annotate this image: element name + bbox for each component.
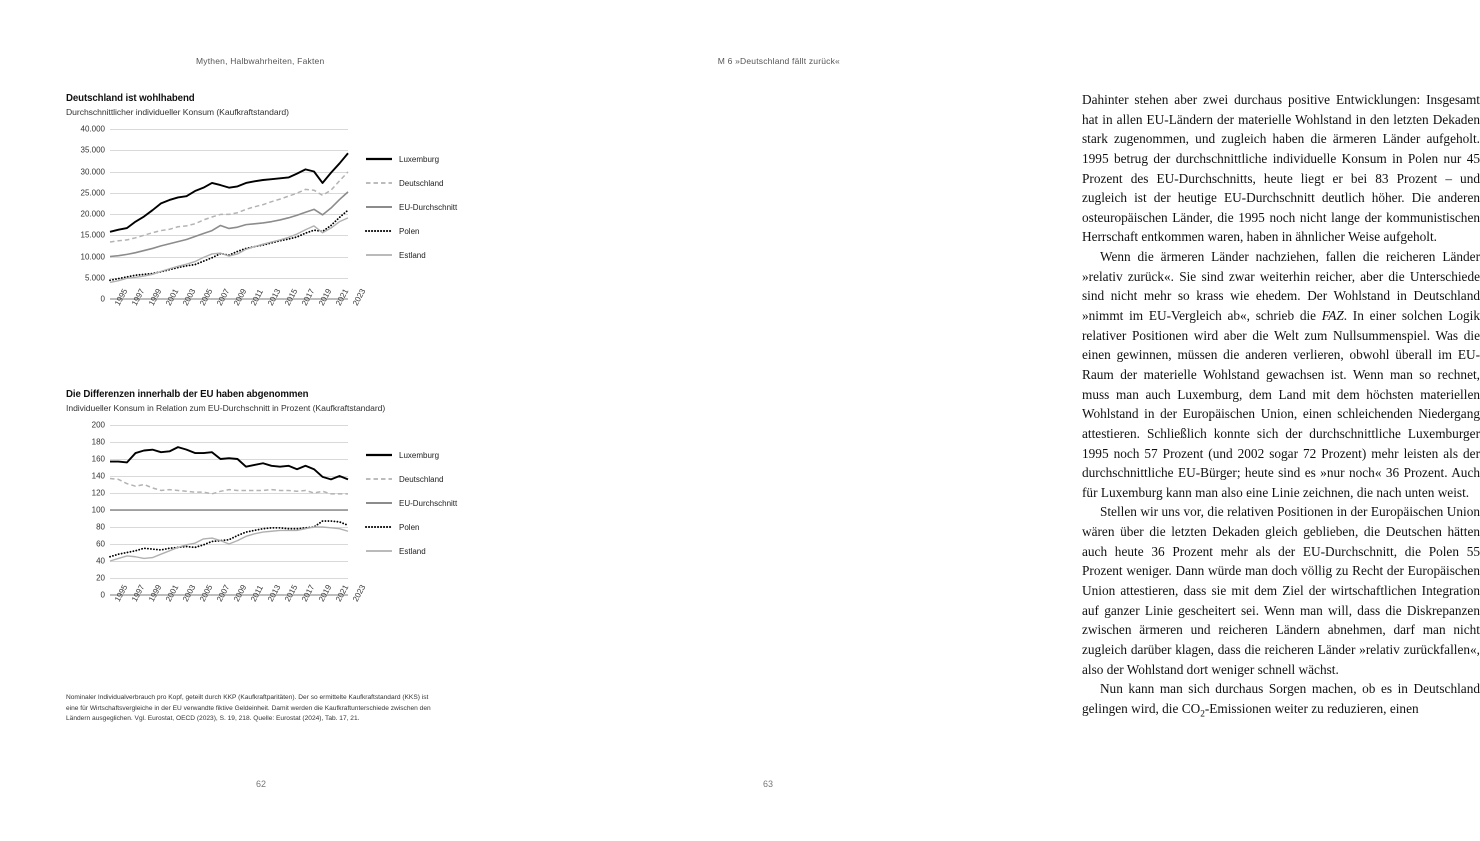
chart-2-legend xyxy=(366,443,486,563)
x-axis-tick-label: 2011 xyxy=(249,287,266,308)
x-axis-tick-label: 2003 xyxy=(181,583,198,604)
y-axis-tick-label: 35.000 xyxy=(80,145,105,155)
y-axis-tick-label: 60 xyxy=(96,539,105,549)
y-axis-tick-label: 30.000 xyxy=(80,167,105,176)
x-axis-tick-label: 2009 xyxy=(232,583,249,604)
x-axis-tick-label: 2013 xyxy=(266,583,283,604)
legend-item-deutschland[interactable] xyxy=(366,171,486,195)
page-number-right: 63 xyxy=(763,779,774,789)
series-line-deutschland xyxy=(110,479,348,494)
y-axis-tick-label: 40 xyxy=(96,556,105,566)
figure-1-subtitle: Durchschnittlicher individueller Konsum (Kaufkraftstandard) xyxy=(66,107,289,117)
chart-1 xyxy=(66,123,486,339)
legend-item-estland[interactable] xyxy=(366,243,486,267)
chart-1-plot-area xyxy=(80,124,368,308)
legend-label: EU-Durchschnitt xyxy=(399,498,458,508)
y-axis-tick-label: 120 xyxy=(91,488,105,498)
x-axis-tick-label: 2015 xyxy=(283,583,300,604)
x-axis-tick-label: 2001 xyxy=(164,583,181,604)
series-line-polen xyxy=(110,210,348,280)
x-axis-tick-label: 2009 xyxy=(232,287,249,308)
legend-label: Luxemburg xyxy=(399,450,440,460)
legend-item-eu-durchschnitt[interactable] xyxy=(366,195,486,219)
y-axis-tick-label: 25.000 xyxy=(80,188,105,198)
figure-konsum-relativ xyxy=(66,388,486,635)
y-axis-tick-label: 0 xyxy=(100,294,105,304)
chart-2-plot-area xyxy=(91,420,368,604)
x-axis-tick-label: 2007 xyxy=(215,287,232,308)
figure-2-subtitle: Individueller Konsum in Relation zum EU-Durchschnitt in Prozent (Kaufkraftstandard) xyxy=(66,403,386,413)
x-axis-tick-label: 1997 xyxy=(130,583,147,604)
y-axis-tick-label: 0 xyxy=(100,590,105,600)
x-axis-tick-label: 1999 xyxy=(147,287,164,308)
body-paragraph: Stellen wir uns vor, die relativen Positionen in der Europäischen Union wären über die letzten Dekaden gleich geblieben, die Deutschen hätten auch heute 36 Prozent mehr als der EU-Durchschnitt, die Polen 55 Prozent weniger. Dann würde man doch völlig zu Recht der Europäischen Union attestieren, dass sie mit dem Ziel der wirtschaftlichen Integration auf ganzer Linie gescheitert sei. Wenn man will, dass die Diskrepanzen zwischen ärmeren und reicheren Ländern abnehmen, darf man nicht zugleich darüber klagen, dass die reicheren Länder »relativ zurückfallen«, also der Wohlstand dort weniger schnell wächst. xyxy=(1082,504,1480,677)
x-axis-tick-label: 2023 xyxy=(351,583,368,604)
chart-series-layer xyxy=(110,425,348,595)
x-axis-tick-label: 2005 xyxy=(198,583,215,604)
x-axis-tick-label: 1995 xyxy=(113,583,130,604)
x-axis-tick-label: 2017 xyxy=(300,583,317,604)
y-axis-tick-label: 40.000 xyxy=(80,124,105,134)
y-axis-tick-label: 100 xyxy=(91,505,105,515)
y-axis-tick-label: 20.000 xyxy=(80,209,105,219)
y-axis-tick-label: 10.000 xyxy=(80,252,105,261)
x-axis-tick-label: 1999 xyxy=(147,583,164,604)
chart-series-layer xyxy=(110,129,348,299)
x-axis-tick-label: 2003 xyxy=(181,287,198,308)
series-line-luxemburg xyxy=(110,153,348,232)
x-axis-tick-label: 2021 xyxy=(334,287,351,308)
x-axis-tick-label: 2005 xyxy=(198,287,215,308)
y-axis-tick-label: 20 xyxy=(96,573,105,583)
series-line-luxemburg xyxy=(110,447,348,479)
legend-item-estland[interactable] xyxy=(366,539,486,563)
x-axis-tick-label: 2001 xyxy=(164,287,181,308)
page-number-left: 62 xyxy=(256,779,267,789)
y-axis-tick-label: 200 xyxy=(91,420,105,430)
series-line-polen xyxy=(110,521,348,557)
x-axis-tick-label: 2007 xyxy=(215,583,232,604)
body-paragraph: Dahinter stehen aber zwei durchaus positive Entwicklungen: Insgesamt hat in allen EU-Ländern der materielle Wohlstand in den letzten Dekaden stark zugenommen, und zugleich haben die ärmeren Länder aufgeholt. 1995 betrug der durchschnittliche individuelle Konsum in Polen nur 45 Prozent des EU-Durchschnitts, heute liegt er bei 83 Prozent – und zugleich ist der heutige EU-Durchschnitt deutlich höher. Die anderen osteuropäischen Länder, die 1995 noch nicht lange der kommunistischen Herrschaft entkommen waren, haben in ähnlicher Weise aufgeholt. xyxy=(1082,92,1480,245)
y-axis-tick-label: 140 xyxy=(91,471,105,481)
legend-label: Luxemburg xyxy=(399,154,440,164)
running-head-right: M 6 »Deutschland fällt zurück« xyxy=(717,56,840,66)
legend-label: Deutschland xyxy=(399,474,444,484)
x-axis-tick-label: 2023 xyxy=(351,287,368,308)
page-right xyxy=(510,0,1480,841)
figure-2-title: Die Differenzen innerhalb der EU haben abgenommen xyxy=(66,388,309,400)
x-axis-tick-label: 2019 xyxy=(317,583,334,604)
legend-label: Polen xyxy=(399,522,420,532)
x-axis-tick-label: 2017 xyxy=(300,287,317,308)
series-line-eu-durchschnitt xyxy=(110,192,348,257)
legend-label: Deutschland xyxy=(399,178,444,188)
x-axis-tick-label: 2011 xyxy=(249,583,266,604)
y-axis-tick-label: 80 xyxy=(96,522,105,532)
x-axis-tick-label: 2013 xyxy=(266,287,283,308)
x-axis-tick-label: 2015 xyxy=(283,287,300,308)
x-axis-tick-label: 1997 xyxy=(130,287,147,308)
legend-item-luxemburg[interactable] xyxy=(366,147,486,171)
legend-item-polen[interactable] xyxy=(366,219,486,243)
legend-label: Estland xyxy=(399,546,426,556)
series-line-estland xyxy=(110,527,348,561)
chart-2 xyxy=(66,419,486,635)
figure-1-title: Deutschland ist wohlhabend xyxy=(66,92,195,104)
body-paragraph: Nun kann man sich durchaus Sorgen machen, ob es in Deutschland gelingen wird, die $CO_2$-Emissionen weiter zu reduzieren, einen xyxy=(1082,681,1480,720)
legend-item-luxemburg[interactable] xyxy=(366,443,486,467)
x-axis-tick-label: 2021 xyxy=(334,583,351,604)
legend-item-deutschland[interactable] xyxy=(366,467,486,491)
y-axis-tick-label: 15.000 xyxy=(80,230,105,240)
legend-label: Polen xyxy=(399,226,420,236)
y-axis-tick-label: 180 xyxy=(91,437,105,447)
body-paragraph: Wenn die ärmeren Länder nachziehen, fallen die reicheren Länder »relativ zurück«. Sie sind zwar weiterhin reicher, aber die Unterschiede sind nicht mehr so krass wie ehedem. Der Wohlstand in Deutschland »nimmt im EU-Vergleich ab«, schrieb die FAZ. In einer solchen Logik relativer Positionen wird aber die Welt zum Nullsummenspiel. Was die einen gewinnen, müssen die anderen verlieren, obwohl überall im EU-Raum der materielle Wohlstand gewachsen ist. Wenn man so rechnet, muss man auch Luxemburg, dem Land mit dem höchsten materiellen Wohlstand in der Europäischen Union, einen schleichenden Niedergang attestieren. Schließlich konnte sich der durchschnittliche Luxemburger 1995 noch 57 Prozent (und 2002 sogar 72 Prozent) mehr leisten als der durchschnittliche EU-Bürger; heute sind es »nur noch« 36 Prozent. Auch für Luxemburg kann man also eine Linie zeichnen, die nach unten weist. xyxy=(1082,249,1480,500)
body-text-column xyxy=(1082,90,1480,722)
x-axis-tick-label: 2019 xyxy=(317,287,334,308)
y-axis-tick-label: 5.000 xyxy=(84,273,105,283)
figure-source-note: Nominaler Individualverbrauch pro Kopf, geteilt durch KKP (Kaufkraftparitäten). Der so ermittelte Kaufkraftstandard (KKS) ist eine für Wirtschaftsvergleiche in der EU verwandte fiktive Geldeinheit. Damit werden die Kaufkraftunterschiede zwischen den Ländern ausgeglichen. Vgl. Eurostat, OECD (2023), S. 19, 218. Quelle: Eurostat (2024), Tab. 17, 21. xyxy=(66,694,431,723)
figure-konsum-absolut xyxy=(66,92,486,339)
y-axis-tick-label: 160 xyxy=(91,454,105,464)
legend-label: EU-Durchschnitt xyxy=(399,202,458,212)
chart-1-legend xyxy=(366,147,486,267)
x-axis-tick-label: 1995 xyxy=(113,287,130,308)
page-left xyxy=(0,0,510,841)
legend-label: Estland xyxy=(399,250,426,260)
running-head-left: Mythen, Halbwahrheiten, Fakten xyxy=(196,56,325,66)
legend-item-eu-durchschnitt[interactable] xyxy=(366,491,486,515)
legend-item-polen[interactable] xyxy=(366,515,486,539)
